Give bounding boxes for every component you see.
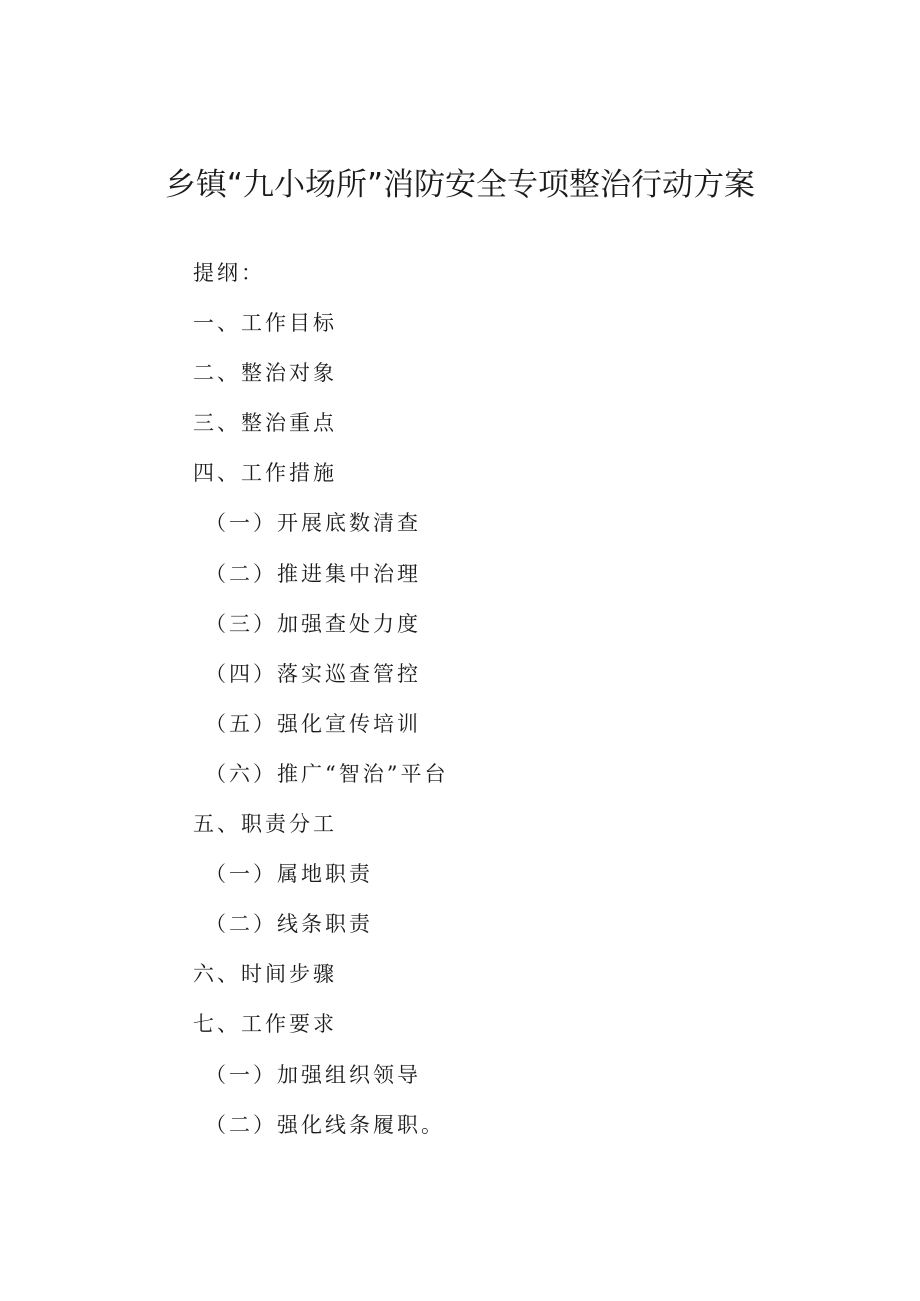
outline-subsection: （一）开展底数清查 (205, 511, 421, 536)
outline-section: 六、时间步骤 (193, 962, 337, 987)
outline-subsection: （一）属地职责 (205, 862, 373, 887)
outline-section: 四、工作措施 (193, 461, 337, 486)
outline-subsection: （五）强化宣传培训 (205, 711, 421, 736)
document-title: 乡镇“九小场所”消防安全专项整治行动方案 (164, 167, 756, 203)
outline-subsection: （六）推广“智治”平台 (205, 761, 449, 786)
outline-subsection: （二）推进集中治理 (205, 561, 421, 586)
outline-section: 一、工作目标 (193, 311, 337, 336)
outline-section: 七、工作要求 (193, 1012, 337, 1037)
outline-subsection: （一）加强组织领导 (205, 1062, 421, 1087)
outline-section: 三、整治重点 (193, 411, 337, 436)
outline-subsection: （四）落实巡查管控 (205, 661, 421, 686)
outline-label: 提纲： (193, 261, 265, 285)
outline-subsection: （二）线条职责 (205, 912, 373, 937)
outline-list (193, 248, 448, 1150)
outline-subsection: （二）强化线条履职。 (205, 1112, 445, 1137)
outline-section: 二、整治对象 (193, 361, 337, 386)
outline-subsection: （三）加强查处力度 (205, 611, 421, 636)
outline-section: 五、职责分工 (193, 812, 337, 837)
